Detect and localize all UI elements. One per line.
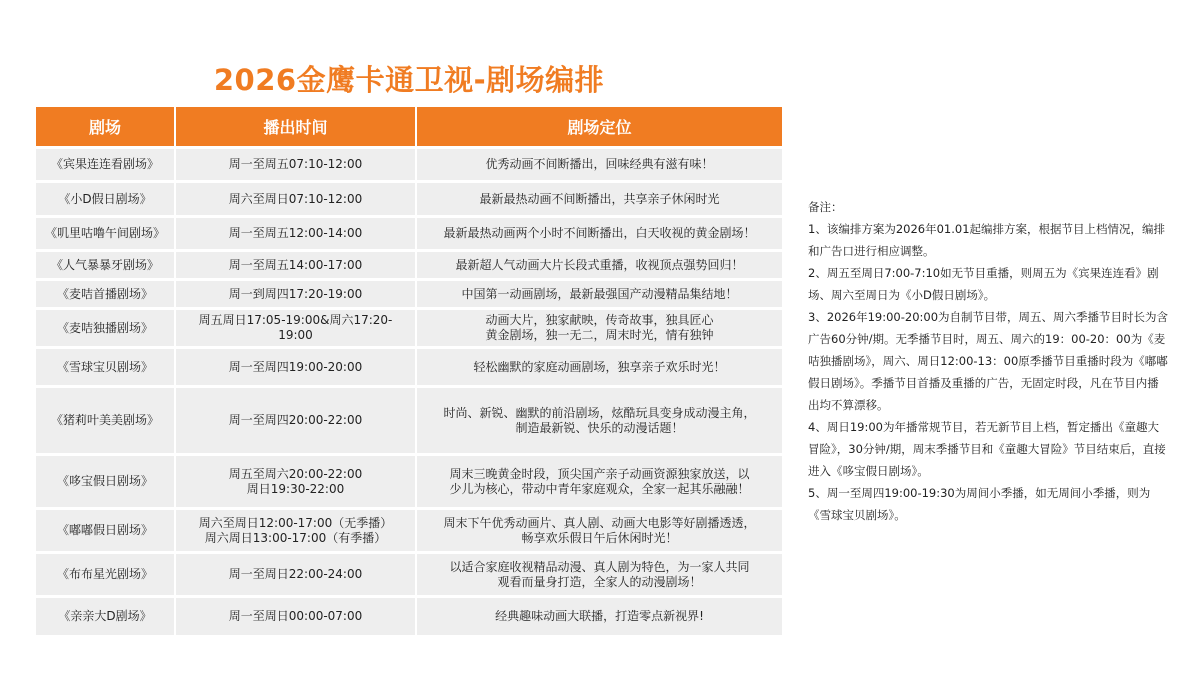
theater-positioning: 最新最热动画不间断播出，共享亲子休闲时光 (417, 180, 782, 215)
broadcast-time: 周五周日17:05-19:00&周六17:20-19:00 (176, 307, 417, 346)
header-time: 播出时间 (176, 107, 417, 146)
theater-positioning: 轻松幽默的家庭动画剧场，独享亲子欢乐时光！ (417, 346, 782, 385)
broadcast-time: 周六至周日07:10-12:00 (176, 180, 417, 215)
theater-name: 《雪球宝贝剧场》 (36, 346, 176, 385)
theater-positioning: 优秀动画不间断播出，回味经典有滋有味！ (417, 146, 782, 180)
broadcast-time: 周一至周四20:00-22:00 (176, 385, 417, 453)
table-row (36, 146, 782, 180)
note-item: 1、该编排方案为2026年01.01起编排方案，根据节目上档情况，编排和广告口进行相应调整。 (808, 222, 1166, 258)
header-theater: 剧场 (36, 107, 176, 146)
theater-positioning: 时尚、新锐、幽默的前沿剧场，炫酷玩具变身成动漫主角， 制造最新锐、快乐的动漫话题！ (417, 385, 782, 453)
broadcast-time: 周一至周五12:00-14:00 (176, 215, 417, 249)
theater-name: 《宾果连连看剧场》 (36, 146, 176, 180)
note-item: 2、周五至周日7:00-7:10如无节目重播，则周五为《宾果连连看》剧场、周六至周日为《小D假日剧场》。 (808, 266, 1159, 302)
table-row (36, 278, 782, 307)
broadcast-time: 周一至周日22:00-24:00 (176, 551, 417, 595)
theater-name: 《亲亲大D剧场》 (36, 595, 176, 635)
header-position: 剧场定位 (417, 107, 782, 146)
note-item: 3、2026年19:00-20:00为自制节目带，周五、周六季播节目时长为含广告60分钟/期。无季播节目时，周五、周六的19：00-20：00为《麦咭独播剧场》，周六、周日12:00-13：00原季播节目重播时段为《嘟嘟假日剧场》。季播节目首播及重播的广告，无固定时段，凡在节目内播出均不算漂移。 (808, 310, 1169, 412)
table-header-row (36, 107, 782, 146)
broadcast-time: 周一至周四19:00-20:00 (176, 346, 417, 385)
broadcast-time: 周六至周日12:00-17:00（无季播） 周六周日13:00-17:00（有季播） (176, 507, 417, 551)
page-title: 2026金鹰卡通卫视-剧场编排 (213, 63, 605, 97)
notes-panel (808, 196, 1170, 526)
broadcast-time: 周一到周四17:20-19:00 (176, 278, 417, 307)
theater-positioning: 动画大片，独家献映，传奇故事，独具匠心 黄金剧场，独一无二，周末时光，情有独钟 (417, 307, 782, 346)
note-item: 4、周日19:00为年播常规节目，若无新节目上档，暂定播出《童趣大冒险》，30分钟/期，周末季播节目和《童趣大冒险》节目结束后，直接进入《哆宝假日剧场》。 (808, 420, 1166, 478)
theater-name: 《哆宝假日剧场》 (36, 453, 176, 507)
table-row (36, 385, 782, 453)
table-row (36, 180, 782, 215)
theater-positioning: 最新超人气动画大片长段式重播，收视顶点强势回归！ (417, 249, 782, 278)
table-row (36, 346, 782, 385)
schedule-table (36, 107, 782, 635)
theater-name: 《猪莉叶美美剧场》 (36, 385, 176, 453)
broadcast-time: 周一至周五14:00-17:00 (176, 249, 417, 278)
theater-positioning: 最新最热动画两个小时不间断播出，白天收视的黄金剧场！ (417, 215, 782, 249)
broadcast-time: 周五至周六20:00-22:00 周日19:30-22:00 (176, 453, 417, 507)
theater-positioning: 以适合家庭收视精品动漫、真人剧为特色，为一家人共同 观看而量身打造，全家人的动漫剧场！ (417, 551, 782, 595)
theater-positioning: 中国第一动画剧场，最新最强国产动漫精品集结地！ (417, 278, 782, 307)
broadcast-time: 周一至周日00:00-07:00 (176, 595, 417, 635)
theater-name: 《小D假日剧场》 (36, 180, 176, 215)
theater-name: 《布布星光剧场》 (36, 551, 176, 595)
table-row (36, 507, 782, 551)
notes-heading: 备注： (808, 200, 843, 214)
theater-name: 《嘟嘟假日剧场》 (36, 507, 176, 551)
theater-name: 《麦咭独播剧场》 (36, 307, 176, 346)
table-row (36, 453, 782, 507)
broadcast-time: 周一至周五07:10-12:00 (176, 146, 417, 180)
theater-name: 《叽里咕噜午间剧场》 (36, 215, 176, 249)
table-row (36, 551, 782, 595)
theater-name: 《麦咭首播剧场》 (36, 278, 176, 307)
table-row (36, 215, 782, 249)
table-row (36, 249, 782, 278)
theater-positioning: 周末下午优秀动画片、真人剧、动画大电影等好剧播透透， 畅享欢乐假日午后休闲时光！ (417, 507, 782, 551)
theater-positioning: 经典趣味动画大联播，打造零点新视界! (417, 595, 782, 635)
table-row (36, 307, 782, 346)
theater-positioning: 周末三晚黄金时段，顶尖国产亲子动画资源独家放送，以 少儿为核心，带动中青年家庭观众，全家一起其乐融融！ (417, 453, 782, 507)
theater-name: 《人气暴暴牙剧场》 (36, 249, 176, 278)
note-item: 5、周一至周四19:00-19:30为周间小季播，如无周间小季播，则为《雪球宝贝剧场》。 (808, 486, 1151, 522)
table-row (36, 595, 782, 635)
